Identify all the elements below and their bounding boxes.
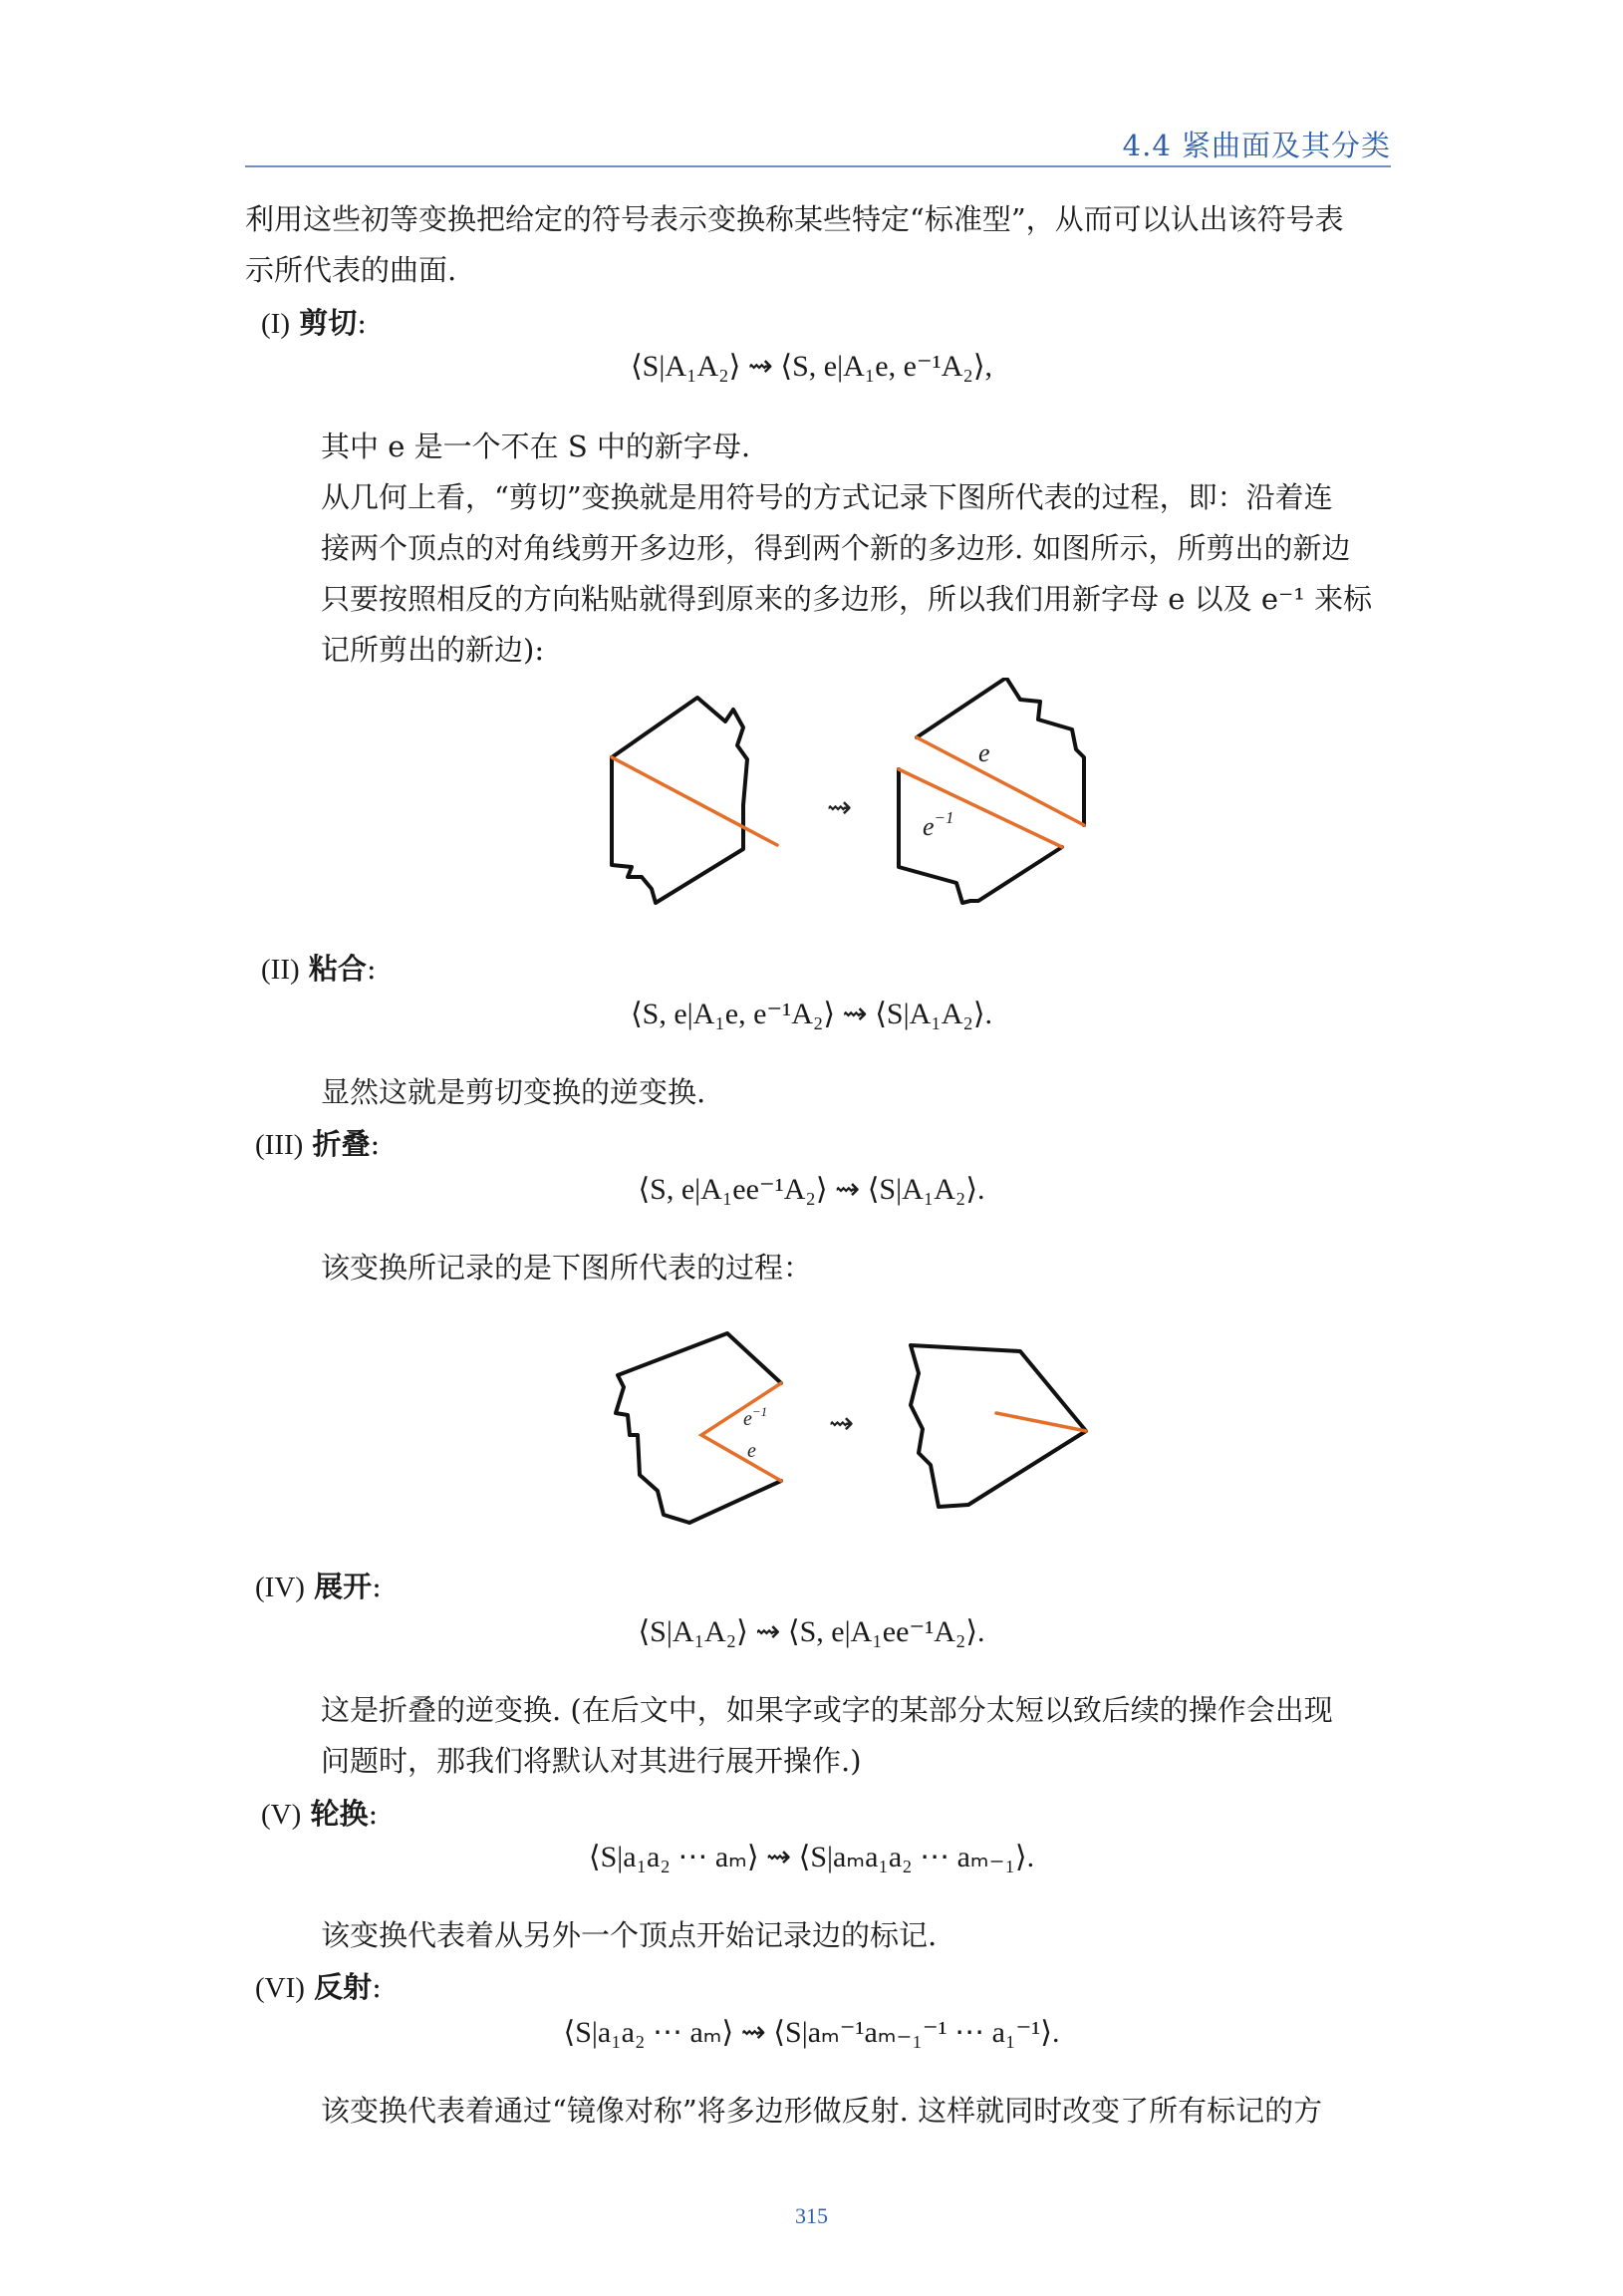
intro-line-2: 示所代表的曲面. bbox=[245, 253, 457, 287]
note-line: 显然这就是剪切变换的逆变换. bbox=[321, 1075, 706, 1109]
item-number: (VI) bbox=[255, 1972, 305, 2004]
polygon-after-fold bbox=[911, 1345, 1086, 1507]
note-line: 问题时，那我们将默认对其进行展开操作.) bbox=[321, 1744, 862, 1778]
item-4-label: (IV) 展开: bbox=[255, 1570, 382, 1603]
cut-diagonal bbox=[612, 757, 777, 845]
item-title: 反射 bbox=[314, 1970, 373, 2004]
formula-fold: ⟨S, e|A₁ee⁻¹A₂⟩ ⇝ ⟨S|A₁A₂⟩. bbox=[638, 1173, 985, 1206]
item-title: 轮换 bbox=[310, 1797, 369, 1831]
note-line: 该变换代表着从另外一个顶点开始记录边的标记. bbox=[321, 1918, 938, 1952]
note-line: 记所剪出的新边): bbox=[321, 633, 545, 667]
note-line: 只要按照相反的方向粘贴就得到原来的多边形，所以我们用新字母 e 以及 e⁻¹ 来标 bbox=[321, 582, 1373, 616]
item-number: (V) bbox=[261, 1799, 302, 1831]
item-title: 折叠 bbox=[312, 1127, 371, 1161]
item-number: (IV) bbox=[255, 1572, 305, 1603]
figure-fold bbox=[598, 1315, 1116, 1555]
item-number: (III) bbox=[255, 1129, 304, 1161]
item-3-label: (III) 折叠: bbox=[255, 1127, 381, 1161]
note-line: 该变换代表着通过“镜像对称”将多边形做反射. 这样就同时改变了所有标记的方 bbox=[321, 2094, 1323, 2128]
label-e: e bbox=[978, 738, 990, 767]
intro-line-1: 利用这些初等变换把给定的符号表示变换称某些特定“标准型”，从而可以认出该符号表 bbox=[245, 202, 1344, 236]
label-e: e bbox=[747, 1440, 756, 1462]
polygon-before bbox=[612, 698, 777, 903]
item-2-label: (II) 粘合: bbox=[261, 952, 377, 986]
label-e-inverse: $e^{-1}$ bbox=[923, 808, 954, 841]
formula-unfold: ⟨S|A₁A₂⟩ ⇝ ⟨S, e|A₁ee⁻¹A₂⟩. bbox=[638, 1615, 985, 1648]
polygon-top-piece bbox=[917, 678, 1084, 825]
item-title: 粘合 bbox=[308, 952, 367, 986]
note-line: 其中 e 是一个不在 S 中的新字母. bbox=[321, 430, 751, 463]
page-number: 315 bbox=[795, 2203, 828, 2228]
item-6-label: (VI) 反射: bbox=[255, 1970, 382, 2004]
formula-reflect: ⟨S|a₁a₂ ⋯ aₘ⟩ ⇝ ⟨S|aₘ⁻¹aₘ₋₁⁻¹ ⋯ a₁⁻¹⟩. bbox=[563, 2016, 1060, 2049]
figure-cut bbox=[588, 678, 1106, 917]
note-line: 这是折叠的逆变换. (在后文中，如果字或字的某部分太短以致后续的操作会出现 bbox=[321, 1693, 1333, 1727]
formula-glue: ⟨S, e|A₁e, e⁻¹A₂⟩ ⇝ ⟨S|A₁A₂⟩. bbox=[630, 998, 993, 1030]
polygon-bottom-piece bbox=[899, 769, 1062, 903]
running-header bbox=[245, 118, 1391, 167]
item-title: 剪切 bbox=[299, 306, 358, 340]
item-number: (II) bbox=[261, 954, 300, 986]
item-1-label: (I) 剪切: bbox=[261, 306, 367, 340]
formula-rotate: ⟨S|a₁a₂ ⋯ aₘ⟩ ⇝ ⟨S|aₘa₁a₂ ⋯ aₘ₋₁⟩. bbox=[588, 1841, 1035, 1873]
section-title: 4.4 紧曲面及其分类 bbox=[1122, 129, 1391, 162]
polygon-before-fold bbox=[616, 1333, 781, 1523]
transform-arrow: ⇝ bbox=[829, 1406, 855, 1441]
formula-cut: ⟨S|A₁A₂⟩ ⇝ ⟨S, e|A₁e, e⁻¹A₂⟩, bbox=[630, 350, 993, 383]
note-line: 该变换所记录的是下图所代表的过程： bbox=[321, 1251, 813, 1285]
transform-arrow: ⇝ bbox=[827, 790, 853, 825]
fold-edges bbox=[701, 1383, 781, 1481]
item-title: 展开 bbox=[314, 1570, 373, 1603]
note-line: 接两个顶点的对角线剪开多边形，得到两个新的多边形. 如图所示，所剪出的新边 bbox=[321, 531, 1351, 565]
item-number: (I) bbox=[261, 308, 290, 340]
note-line: 从几何上看，“剪切”变换就是用符号的方式记录下图所代表的过程，即：沿着连 bbox=[321, 480, 1333, 514]
label-e-inverse: $e^{-1}$ bbox=[743, 1404, 768, 1430]
item-5-label: (V) 轮换: bbox=[261, 1797, 379, 1831]
